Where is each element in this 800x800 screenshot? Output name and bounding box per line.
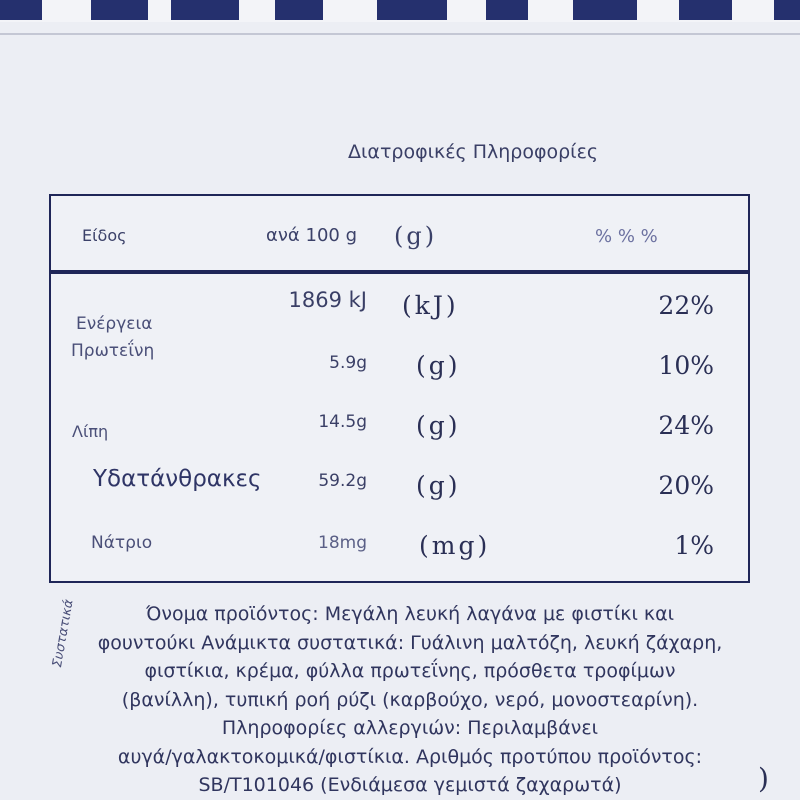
row-unit-protein: (g) <box>416 351 461 380</box>
stripe-block <box>774 0 800 20</box>
top-stripe-border <box>0 0 800 22</box>
row-pct-fat: 24% <box>658 411 714 440</box>
row-name-protein: Πρωτεΐνη <box>71 341 155 361</box>
corner-parenthesis: ) <box>758 762 769 795</box>
stripe-block <box>679 0 732 20</box>
description-line: SB/T101046 (Ενδιάμεσα γεμιστά ζαχαρωτά) <box>198 774 622 796</box>
column-header-per-100g: ανά 100 g <box>266 225 358 246</box>
row-unit-energy: (kJ) <box>402 291 459 320</box>
row-value-carbohydrates: 59.2g <box>318 471 367 491</box>
row-unit-fat: (g) <box>416 411 461 440</box>
description-line: φιστίκια, κρέμα, φύλλα πρωτεΐνης, πρόσθετα τροφίμων <box>144 660 676 682</box>
row-pct-sodium: 1% <box>674 531 714 560</box>
stripe-block <box>171 0 239 20</box>
row-unit-sodium: (mg) <box>419 531 491 560</box>
stripe-block <box>0 0 42 20</box>
stripe-block <box>486 0 528 20</box>
row-value-protein: 5.9g <box>329 353 367 373</box>
row-value-fat: 14.5g <box>318 412 367 432</box>
row-name-sodium: Νάτριο <box>91 533 153 553</box>
description-line: Πληροφορίες αλλεργιών: Περιλαμβάνει <box>221 717 599 739</box>
header-rule <box>51 270 748 274</box>
row-unit-carbohydrates: (g) <box>416 471 461 500</box>
row-pct-protein: 10% <box>658 351 714 380</box>
description-line: αυγά/γαλακτοκομικά/φιστίκια. Αριθμός προτύπου προϊόντος: <box>117 745 703 768</box>
column-header-item: Είδος <box>82 226 127 245</box>
column-header-daily-value: % % % <box>595 226 658 247</box>
row-value-sodium: 18mg <box>318 533 367 553</box>
row-name-energy: Ενέργεια <box>76 314 153 334</box>
stripe-block <box>573 0 637 20</box>
row-pct-carbohydrates: 20% <box>658 471 714 500</box>
stripe-block <box>377 0 447 20</box>
description-line: (βανίλλη), τυπική ροή ρύζι (καρβούχο, νερό, μονοστεαρίνη). <box>121 688 699 711</box>
nutrition-title: Διατροφικές Πληροφορίες <box>348 141 599 163</box>
stripe-block <box>275 0 323 20</box>
top-divider <box>0 33 800 35</box>
row-value-energy: 1869 kJ <box>288 288 367 312</box>
row-pct-energy: 22% <box>658 291 714 320</box>
description-line: φουντούκι Ανάμικτα συστατικά: Γυάλινη μαλτόζη, λευκή ζάχαρη, <box>97 631 723 654</box>
ingredients-side-label: Συστατικά <box>50 598 77 669</box>
product-description <box>60 600 760 800</box>
row-name-fat: Λίπη <box>72 422 109 441</box>
description-line: Όνομα προϊόντος: Μεγάλη λευκή λαγάνα με φιστίκι και <box>145 603 675 625</box>
stripe-block <box>91 0 148 20</box>
row-name-carbohydrates: Υδατάνθρακες <box>93 466 262 492</box>
nutrition-table <box>49 194 750 583</box>
column-header-unit: (g) <box>394 222 438 250</box>
